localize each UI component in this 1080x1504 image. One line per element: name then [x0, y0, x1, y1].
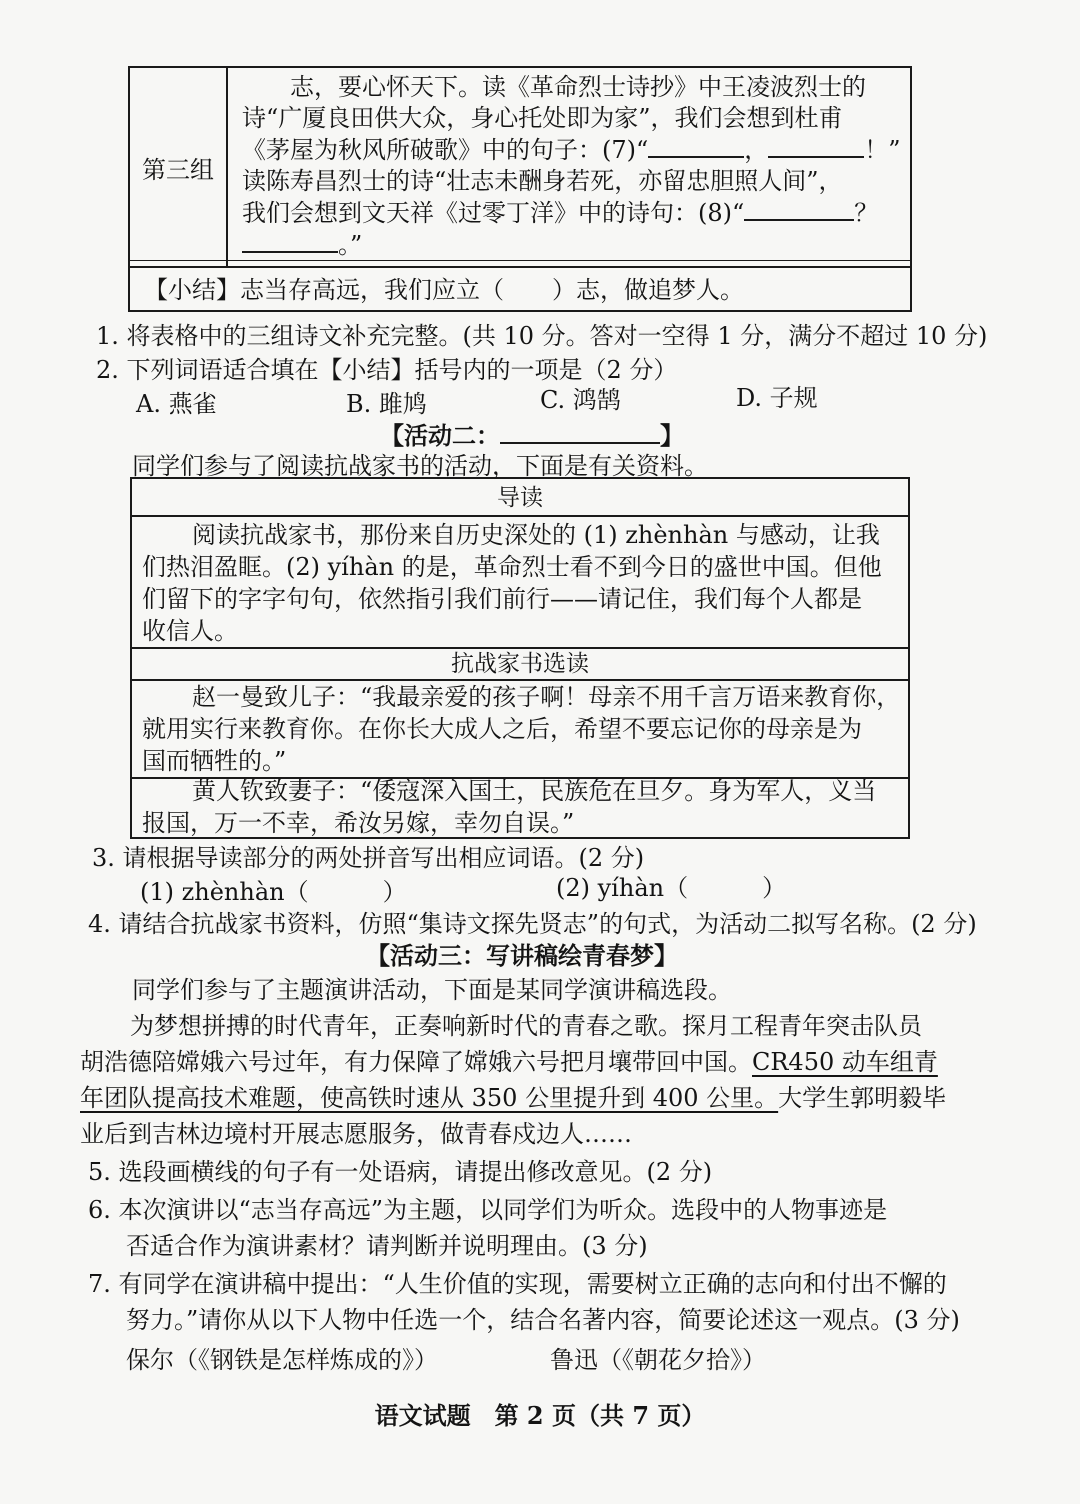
option-a[interactable]: A. 燕雀	[136, 390, 217, 418]
guide-line: 收信人。	[142, 617, 238, 645]
question-7-line-1: 7. 有同学在演讲稿中提出：“人生价值的实现，需要树立正确的志向和付出不懈的	[88, 1270, 947, 1298]
speech-line	[80, 1080, 1000, 1116]
letter-line: 就用实行来教育你。在你长大成人之后，希望不要忘记你的母亲是为	[142, 715, 862, 743]
fill-blank[interactable]	[744, 197, 854, 221]
poem-line: 诗“广厦良田供大众，身心托处即为家”，我们会想到杜甫	[242, 104, 843, 132]
summary: 【小结】志当存高远，我们应立（ ）志，做追梦人。	[144, 276, 744, 304]
poem-text: 我们会想到文天祥《过零丁洋》中的诗句：(8)“	[242, 199, 745, 227]
activity-2-title	[380, 420, 684, 452]
letter-zhao-yiman	[142, 681, 902, 777]
question-4: 4. 请结合抗战家书资料，仿照“集诗文探先贤志”的句式，为活动二拟写名称。(2 分)	[88, 910, 977, 938]
guide-line: 们留下的字字句句，依然指引我们前行——请记住，我们每个人都是	[142, 585, 862, 613]
divider	[130, 260, 910, 261]
question-6-line-2: 否适合作为演讲素材？请判断并说明理由。(3 分)	[126, 1232, 648, 1260]
question-3: 3. 请根据导读部分的两处拼音写出相应词语。(2 分)	[92, 844, 645, 872]
activity-2-title-text: 【活动二：	[380, 421, 500, 450]
poem-text: 《茅屋为秋风所破歌》中的句子：(7)“	[242, 136, 649, 164]
underlined-sentence: 年团队提高技术难题，使高铁时速从 350 公里提升到 400 公里。	[80, 1084, 779, 1112]
question-7-line-2: 努力。”请你从以下人物中任选一个，结合名著内容，简要论述这一观点。(3 分)	[126, 1306, 960, 1334]
guide-line: 们热泪盈眶。(2) yíhàn 的是，革命烈士看不到今日的盛世中国。但他	[142, 553, 882, 581]
option-b[interactable]: B. 雎鸠	[346, 390, 427, 418]
fill-blank[interactable]	[768, 134, 864, 158]
paren-close: ）	[382, 878, 407, 906]
letter-line: 黄人钦致妻子：“倭寇深入国土，民族危在旦夕。身为军人，义当	[192, 777, 877, 805]
question-3-part-2	[556, 872, 786, 904]
group-label	[130, 68, 228, 266]
activity-3-title: 【活动三：写讲稿绘青春梦】	[366, 941, 678, 970]
letter-line: 国而牺牲的。”	[142, 747, 287, 775]
speech-excerpt	[80, 1008, 1000, 1152]
fill-blank[interactable]	[242, 229, 338, 253]
paren-close: ）	[762, 874, 787, 902]
speech-text: 大学生郭明毅毕	[778, 1084, 947, 1112]
guide-heading: 导读	[497, 485, 543, 511]
underlined-sentence: CR450 动车组青	[752, 1048, 938, 1076]
option-d[interactable]: D. 子规	[736, 384, 818, 412]
poem-line	[242, 229, 906, 261]
speech-line: 为梦想拼搏的时代青年，正奏响新时代的青春之歌。探月工程青年突击队员	[130, 1012, 922, 1040]
poem-line: 《茅屋为秋风所破歌》中的句子：(7)“ ， ！”	[242, 136, 901, 164]
guide-line: 阅读抗战家书，那份来自历史深处的 (1) zhènhàn 与感动，让我	[192, 521, 880, 549]
poem-text: ”	[888, 136, 901, 164]
poem-text: 。”	[338, 231, 363, 259]
option-c[interactable]: C. 鸿鹄	[540, 386, 621, 414]
question-1: 1. 将表格中的三组诗文补充完整。(共 10 分。答对一空得 1 分，满分不超过 10 分)	[96, 322, 988, 350]
question-2: 2. 下列词语适合填在【小结】括号内的一项是（2 分）	[96, 356, 678, 384]
poem-line: 志，要心怀天下。读《革命烈士诗抄》中王凌波烈士的	[290, 73, 866, 101]
activity-2-intro: 同学们参与了阅读抗战家书的活动，下面是有关资料。	[132, 452, 708, 480]
fill-blank[interactable]	[648, 134, 744, 158]
speech-line	[80, 1044, 1000, 1080]
q3b-label: (2) yíhàn（	[556, 874, 689, 902]
poetry-table	[128, 66, 912, 312]
question-7-option-luxun: 鲁迅（《朝花夕拾》）	[550, 1346, 766, 1374]
poem-line: 读陈寿昌烈士的诗“壮志未酬身若死，亦留忠胆照人间”，	[242, 167, 843, 195]
divider	[130, 266, 910, 268]
activity-2-name-blank[interactable]	[500, 420, 660, 444]
question-7-option-paul: 保尔（《钢铁是怎样炼成的》）	[126, 1346, 438, 1374]
activity-2-title-close: 】	[660, 421, 684, 450]
activity-3-intro: 同学们参与了主题演讲活动，下面是某同学演讲稿选段。	[132, 976, 732, 1004]
poem-text: ？	[854, 199, 879, 227]
group-content	[242, 72, 906, 261]
question-6-line-1: 6. 本次演讲以“志当存高远”为主题，以同学们为听众。选段中的人物事迹是	[88, 1196, 888, 1224]
guide-text	[142, 519, 902, 647]
speech-text: 胡浩德陪嫦娥六号过年，有力保障了嫦娥六号把月壤带回中国。	[80, 1048, 752, 1076]
page-footer: 语文试题 第 2 页（共 7 页）	[374, 1401, 706, 1430]
letter-huang-renqin	[142, 775, 902, 839]
speech-line: 业后到吉林边境村开展志愿服务，做青春戍边人……	[80, 1120, 632, 1148]
letters-heading: 抗战家书选读	[451, 651, 589, 677]
question-5: 5. 选段画横线的句子有一处语病，请提出修改意见。(2 分)	[88, 1158, 713, 1186]
question-3-part-1	[140, 876, 407, 908]
war-letters-table	[130, 477, 910, 839]
group-label-text: 第三组	[142, 155, 214, 184]
q3a-label: (1) zhènhàn（	[140, 878, 309, 906]
letter-line: 赵一曼致儿子：“我最亲爱的孩子啊！母亲不用千言万语来教育你，	[192, 683, 901, 711]
letter-line: 报国，万一不幸，希汝另嫁，幸勿自误。”	[142, 809, 575, 837]
divider	[132, 515, 908, 517]
poem-line	[242, 197, 906, 229]
